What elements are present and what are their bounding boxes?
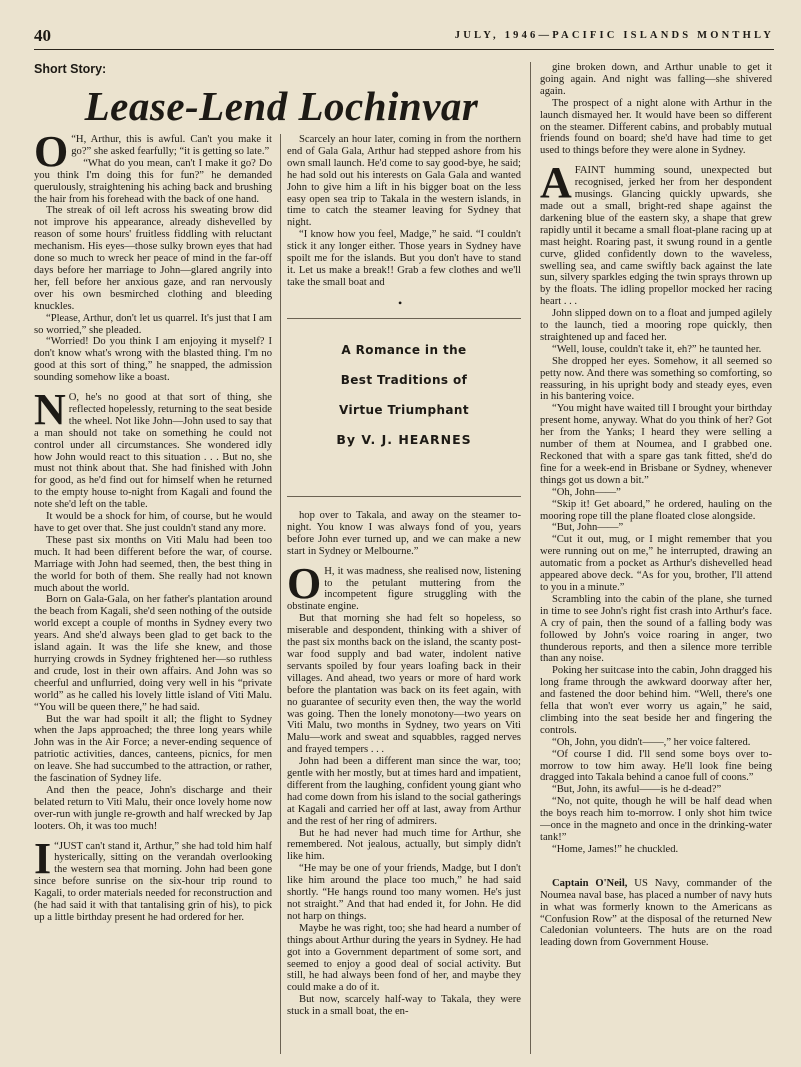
paragraph: But the war had spoilt it all; the flight to Sydney when the Japs approached; the three long years while John was in the Air Force; a never-ending sequence of patriotic activities, dances, canteens, picnics, for men on leave. She had succumbed to the attraction, or rather, the fascination of Sydney life. — [34, 713, 272, 785]
paragraph: But that morning she had felt so hopeless, so miserable and despondent, thinking with a shiver of the past six months back on the island, the scanty post-war food supply and bad water, indolent native servants spoiled by four years loafing back in their villages. And ahead, two years or more of hard work before the plantation was back on its feet again, with no guarantee of security even then, the way the world was going. Then the lonely monotony—two years on Viti Malu, two months in Sydney, two years on Viti Malu—work and sweat and squabbles, ragged nerves and frayed tempers . . . — [287, 613, 521, 756]
paragraph: hop over to Takala, and away on the steamer to-night. You know I was always fond of you, years before John ever turned up, and we can make a new start in Sydney or Melbourne.” — [287, 510, 521, 557]
paragraph: gine broken down, and Arthur unable to get it going again. And night was falling—she shivered again. — [540, 62, 772, 97]
paragraph: “But, John, its awful——is he d-dead?” — [552, 784, 722, 796]
paragraph: “He may be one of your friends, Madge, but I don't like him around the place too much,” he had said shortly. “He hangs round too many women. He's just not straight.” And that had ended it, for John. He did not harp on things. — [287, 863, 521, 922]
drop-cap: O — [34, 134, 69, 176]
paragraph: Born on Gala-Gala, on her father's plantation around the beach from Kagali, she'd seen nothing of the outside world except a couple of months in Sydney every two years. And she'd always been glad to get back to the island again. It was the life she knew, and those hurrying crowds in Sydney frightened her—so ruthless and crude, lost in their own affairs. And John was so cheerful and unflurried, doing very well in his “private world” as he called his lovely little island of Viti Malu. “You will be queen there,” he had said. — [34, 594, 272, 713]
bullet-mark: • — [398, 296, 403, 310]
paragraph: N O, he's no good at that sort of thing, she reflected hopelessly, returning to the seat beside the wheel. Not like John—John used to say that a man should not take on something he could not control under all circumstances. She wondered idly how John would react to this situation . . . But no, she must not think about that. She had finished with John for good, as he'd find out for himself when he returned to the empty house to-night from Kagali and found the note she'd left on the table. — [34, 385, 272, 511]
paragraph: O H, it was madness, she realised now, listening to the petulant muttering from the incompetent figure struggling with the obstinate engine. — [287, 558, 521, 613]
drop-cap: N — [34, 385, 66, 435]
paragraph: “Oh, John——” — [552, 486, 621, 498]
paragraph: And then the peace, John's discharge and their belated return to Viti Malu, their once lovely home now over-run with jungle re-growth and half wrecked by Jap looters. Oh, it was too much! — [34, 784, 272, 832]
drop-cap: I — [34, 833, 52, 883]
paragraph: “Well, louse, couldn't take it, eh?” he taunted her. — [552, 343, 762, 355]
byline: By V. J. HEARNES — [336, 432, 472, 447]
paragraph: “Home, James!” he chuckled. — [552, 843, 679, 855]
paragraph: But he had never had much time for Arthur, she remembered. Not jealous, actually, but simply didn't like him. — [287, 827, 521, 863]
paragraph: The streak of oil left across his sweating brow did not improve his appearance, already dishevelled by reason of some hours' fruitless fiddling with reluctant mechanism. His eyes—those sulky brown eyes that had done so much to wreck her peace of mind in the far-off days before her marriage to John—glared angrily into her, fell before her anxious gaze, and ran nervously over his own besmirched clothing and bleeding knuckles. — [34, 205, 272, 312]
page-number: 40 — [34, 26, 51, 45]
paragraph: Maybe he was right, too; she had heard a number of things about Arthur during the years in Sydney. He had got into a Government department of some sort, and seemed to enjoy a good deal of social activity. But still, he had always been fond of her, and maybe they could make a do of it. — [287, 922, 521, 994]
pullquote-rule-top — [287, 318, 521, 319]
paragraph: O “H, Arthur, this is awful. Can't you make it go?” she asked fearfully; “it is getting so late.” — [34, 134, 272, 176]
page-header — [34, 26, 774, 46]
paragraph: “No, not quite, though he will be half dead when the boys reach him to-morrow. I only shot him twice—once in the magneto and once in the drinking-water tank!” — [540, 796, 772, 843]
column-3 — [540, 62, 772, 1056]
paragraph: But now, scarcely half-way to Takala, they were stuck in a small boat, the en- — [287, 994, 521, 1018]
paragraph: “You might have waited till I brought your birthday present home, anyway. What do you think of her? Got her from the Yanks; I heard they were selling a number of them at Noumea, and I grabbed one. Reckoned that with a spare gas tank fitted, she'd do fine for a week-end in Brisbane or Sydney, whenever things got us down a bit.” — [540, 403, 772, 486]
paragraph: Scrambling into the cabin of the plane, she turned in time to see John's right fist crash into Arthur's face. A cry of pain, then the sound of a falling body was followed by John's voice roaring in anger, two thunderous reports, and then a silence more terrible than any noise. — [540, 593, 772, 665]
column-divider — [530, 62, 531, 1054]
news-note: Captain O'Neil, US Navy, commander of the Noumea naval base, has placed a number of navy huts in what was formerly known to the Americans as “Confusion Row” at the disposal of the returned New Caledonian volunteers. The huts are on the road leading down from Government House. — [540, 877, 772, 949]
paragraph: I “JUST can't stand it, Arthur,” she had told him half hysterically, sitting on the verandah overlooking the western sea that morning. John had been gone since before sunrise on the six-hour trip round to Kagali, to order materials needed for reconstruction and (he had said it with that tantalising grin of his), to pick up a little birthday present he had ordered for her. — [34, 833, 272, 923]
paragraph: She dropped her eyes. Somehow, it all seemed so petty now. And there was something so comforting, so reassuring, in his upright body and steady eyes, even in his bantering voice. — [540, 355, 772, 403]
paragraph: “Please, Arthur, don't let us quarrel. It's just that I am so worried,” she pleaded. — [34, 312, 272, 336]
paragraph: “Worried! Do you think I am enjoying it myself? I don't know what's wrong with the blasted thing. I'm no good at this sort of thing,” he snapped, the admission sounding somehow like a boast. — [34, 336, 272, 384]
paragraph: “I know how you feel, Madge,” he said. “I couldn't stick it any longer either. Those years in Sydney have spoilt me for the islands. But you don't have to stand it. Let us make a break!! Grab a few clothes and we'll take the small boat and — [287, 229, 521, 288]
story-title: Lease-Lend Lochinvar — [84, 83, 479, 129]
paragraph: The prospect of a night alone with Arthur in the launch dismayed her. It would have been so different on the steamer. Different cabins, and probably mutual friends found on board; she'd have had time to get used to things before they were alone in Sydney. — [540, 97, 772, 157]
paragraph: “What do you mean, can't I make it go? Do you think I'm doing this for fun?” he demanded querulously, straightening his aching back and brushing the hair from his forehead with the back of one hand. — [34, 157, 272, 205]
drop-cap: A — [540, 158, 572, 208]
drop-cap: O — [287, 558, 322, 608]
paragraph: It would be a shock for him, of course, but he would have to get over that. She just couldn't stand any more. — [34, 511, 272, 534]
column-1 — [34, 134, 272, 1056]
column-2-top — [287, 134, 521, 294]
column-2-bottom — [287, 510, 521, 1056]
paragraph: John slipped down on to a float and jumped agilely to the launch, tied a mooring rope quickly, then straightened up and faced her. — [540, 308, 772, 343]
news-note-lead: Captain O'Neil, — [552, 877, 628, 889]
paragraph: “Skip it! Get aboard,” he ordered, hauling on the mooring rope till the plane floated close alongside. — [540, 498, 772, 522]
paragraph: Scarcely an hour later, coming in from the northern end of Gala Gala, Arthur had stepped ashore from his own small launch. He'd come to say good-bye, he said; he had sold out his interests on Gala Gala and wanted John to give him a lift in his bigger boat on the less easy open sea trip to Takala in the western islands, in time to catch the steamer leaving for Sydney that night. — [287, 134, 521, 229]
paragraph: “Of course I did. I'll send some boys over to-morrow to tow him away. He'll look fine being dragged into Takala behind a canoe full of coons.” — [540, 748, 772, 784]
paragraph: AFAINT humming sound, unexpected but recognised, jerked her from her despondent musings. Glancing quickly upwards, she made out a small, bright-red shape against the darkening blue of the eastern sky, a shape that grew rapidly until it became a small float-plane racing up at mast height. Roaring past, it swung round in a gentle curve, glided confidently down to the waveless, swelling sea, and came swiftly back against the late sun, silvery sparkles edging the twin sprays thrown up by the floats. The idling propellor mocked her racing heart . . . — [540, 158, 772, 308]
pullquote-line: Virtue Triumphant — [339, 403, 469, 417]
pullquote-line: Best Traditions of — [340, 373, 468, 387]
pullquote-rule-bottom — [287, 496, 521, 497]
running-head: JULY, 1946—PACIFIC ISLANDS MONTHLY — [454, 30, 774, 41]
paragraph: Poking her suitcase into the cabin, John dragged his long frame through the awkward doorway after her, and fastened the door behind him. “Well, there's one fella that won't ever worry us again,” he said, climbing into the seat beside her and fingering the controls. — [540, 665, 772, 736]
story-tag: Short Story: — [34, 62, 107, 76]
header-rule — [34, 49, 774, 50]
paragraph: “Cut it out, mug, or I might remember that you were running out on me,” he interrupted, drawing an automatic from a pocket as Arthur's dishevelled head appeared above deck. “As for you, brother, I'll attend to you in a minute.” — [540, 534, 772, 593]
paragraph: “Oh, John, you didn't——,” her voice faltered. — [552, 736, 751, 748]
paragraph: John had been a different man since the war, too; gentle with her mostly, but at times hard and impatient, different from the laughing, confident young giant who had come down from his island to the social gatherings at Kagali and carried her off at last, away from Arthur and the rest of her ring of admirers. — [287, 756, 521, 827]
pullquote — [287, 342, 521, 448]
pullquote-line: A Romance in the — [341, 343, 467, 357]
paragraph: These past six months on Viti Malu had been too much. It had been different before the war, of course. Marriage with John had seemed, then, the best thing in the world for both of them. She really had not known much about the world. — [34, 534, 272, 594]
paragraph: “But, John——” — [552, 522, 624, 534]
column-divider — [280, 134, 281, 1054]
